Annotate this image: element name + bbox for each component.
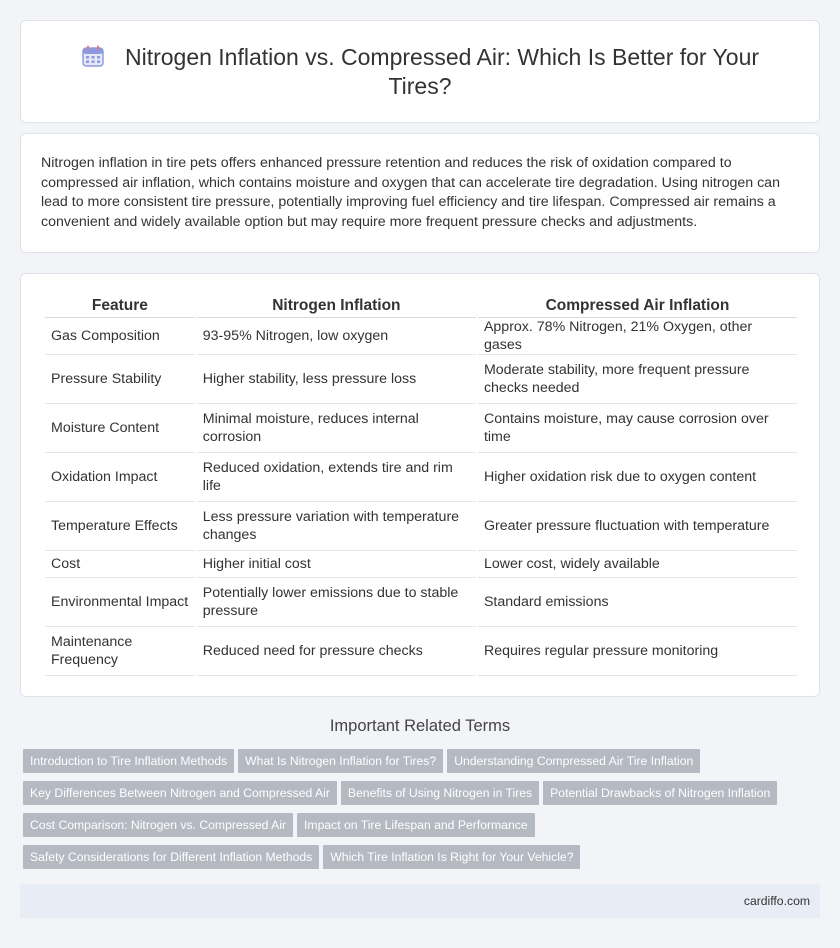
- related-term-tag[interactable]: Potential Drawbacks of Nitrogen Inflation: [543, 781, 777, 805]
- intro-paragraph: Nitrogen inflation in tire pets offers enhanced pressure retention and reduces the risk of oxidation compared to compressed air inflation, which contains moisture and oxygen that can accelerate tire degradation. Using nitrogen can lead to more consistent tire pressure, potentially improving fuel efficiency and tire lifespan. Compressed air remains a convenient and widely available option but may require more frequent pressure checks and adjustments.: [41, 155, 780, 230]
- feature-cell: Moisture Content: [45, 404, 195, 453]
- calendar-icon: [81, 44, 105, 68]
- table-row: [45, 502, 797, 551]
- footer: [20, 884, 820, 918]
- related-terms-title: Important Related Terms: [329, 717, 511, 735]
- feature-cell: Cost: [45, 551, 195, 578]
- page-title: Nitrogen Inflation vs. Compressed Air: Which Is Better for Your Tires?: [124, 44, 760, 99]
- comparison-table-card: [20, 273, 820, 697]
- compressed-air-cell: Moderate stability, more frequent pressure checks needed: [478, 355, 797, 404]
- compressed-air-cell: Greater pressure fluctuation with temperature: [478, 502, 797, 551]
- table-row: [45, 404, 797, 453]
- nitrogen-cell: Potentially lower emissions due to stable pressure: [197, 578, 476, 627]
- table-header-row: [45, 296, 797, 318]
- tag-row: [23, 749, 813, 781]
- feature-cell: Environmental Impact: [45, 578, 195, 627]
- nitrogen-cell: Higher stability, less pressure loss: [197, 355, 476, 404]
- compressed-air-cell: Standard emissions: [478, 578, 797, 627]
- related-term-tag[interactable]: Understanding Compressed Air Tire Inflation: [447, 749, 700, 773]
- nitrogen-cell: 93-95% Nitrogen, low oxygen: [197, 318, 476, 355]
- compressed-air-cell: Contains moisture, may cause corrosion over time: [478, 404, 797, 453]
- tag-row: [23, 813, 813, 845]
- feature-cell: Oxidation Impact: [45, 453, 195, 502]
- feature-cell: Temperature Effects: [45, 502, 195, 551]
- footer-site-link[interactable]: cardiffo.com: [743, 894, 810, 908]
- nitrogen-cell: Minimal moisture, reduces internal corrosion: [197, 404, 476, 453]
- feature-cell: Gas Composition: [45, 318, 195, 355]
- intro-card: [20, 133, 820, 253]
- compressed-air-cell: Requires regular pressure monitoring: [478, 627, 797, 676]
- related-term-tag[interactable]: Cost Comparison: Nitrogen vs. Compressed Air: [23, 813, 293, 837]
- header-compressed-air: Compressed Air Inflation: [478, 296, 797, 318]
- header-card: [20, 20, 820, 123]
- nitrogen-cell: Reduced need for pressure checks: [197, 627, 476, 676]
- nitrogen-cell: Reduced oxidation, extends tire and rim life: [197, 453, 476, 502]
- feature-cell: Pressure Stability: [45, 355, 195, 404]
- related-term-tag[interactable]: Key Differences Between Nitrogen and Compressed Air: [23, 781, 337, 805]
- related-term-tag[interactable]: Benefits of Using Nitrogen in Tires: [341, 781, 539, 805]
- compressed-air-cell: Approx. 78% Nitrogen, 21% Oxygen, other gases: [478, 318, 797, 355]
- related-term-tag[interactable]: Which Tire Inflation Is Right for Your Vehicle?: [323, 845, 580, 869]
- page-title-wrap: [51, 43, 789, 101]
- table-row: [45, 551, 797, 578]
- tag-row: [23, 781, 813, 813]
- related-term-tag[interactable]: Safety Considerations for Different Inflation Methods: [23, 845, 319, 869]
- related-terms-tags: [23, 749, 813, 877]
- related-term-tag[interactable]: What Is Nitrogen Inflation for Tires?: [238, 749, 443, 773]
- feature-cell: Maintenance Frequency: [45, 627, 195, 676]
- nitrogen-cell: Less pressure variation with temperature changes: [197, 502, 476, 551]
- header-nitrogen: Nitrogen Inflation: [197, 296, 476, 318]
- tag-row: [23, 845, 813, 877]
- table-row: [45, 453, 797, 502]
- header-feature: Feature: [45, 296, 195, 318]
- compressed-air-cell: Lower cost, widely available: [478, 551, 797, 578]
- comparison-table: [43, 296, 799, 676]
- table-row: [45, 318, 797, 355]
- table-row: [45, 578, 797, 627]
- related-term-tag[interactable]: Impact on Tire Lifespan and Performance: [297, 813, 535, 837]
- nitrogen-cell: Higher initial cost: [197, 551, 476, 578]
- table-row: [45, 627, 797, 676]
- compressed-air-cell: Higher oxidation risk due to oxygen content: [478, 453, 797, 502]
- table-row: [45, 355, 797, 404]
- related-term-tag[interactable]: Introduction to Tire Inflation Methods: [23, 749, 234, 773]
